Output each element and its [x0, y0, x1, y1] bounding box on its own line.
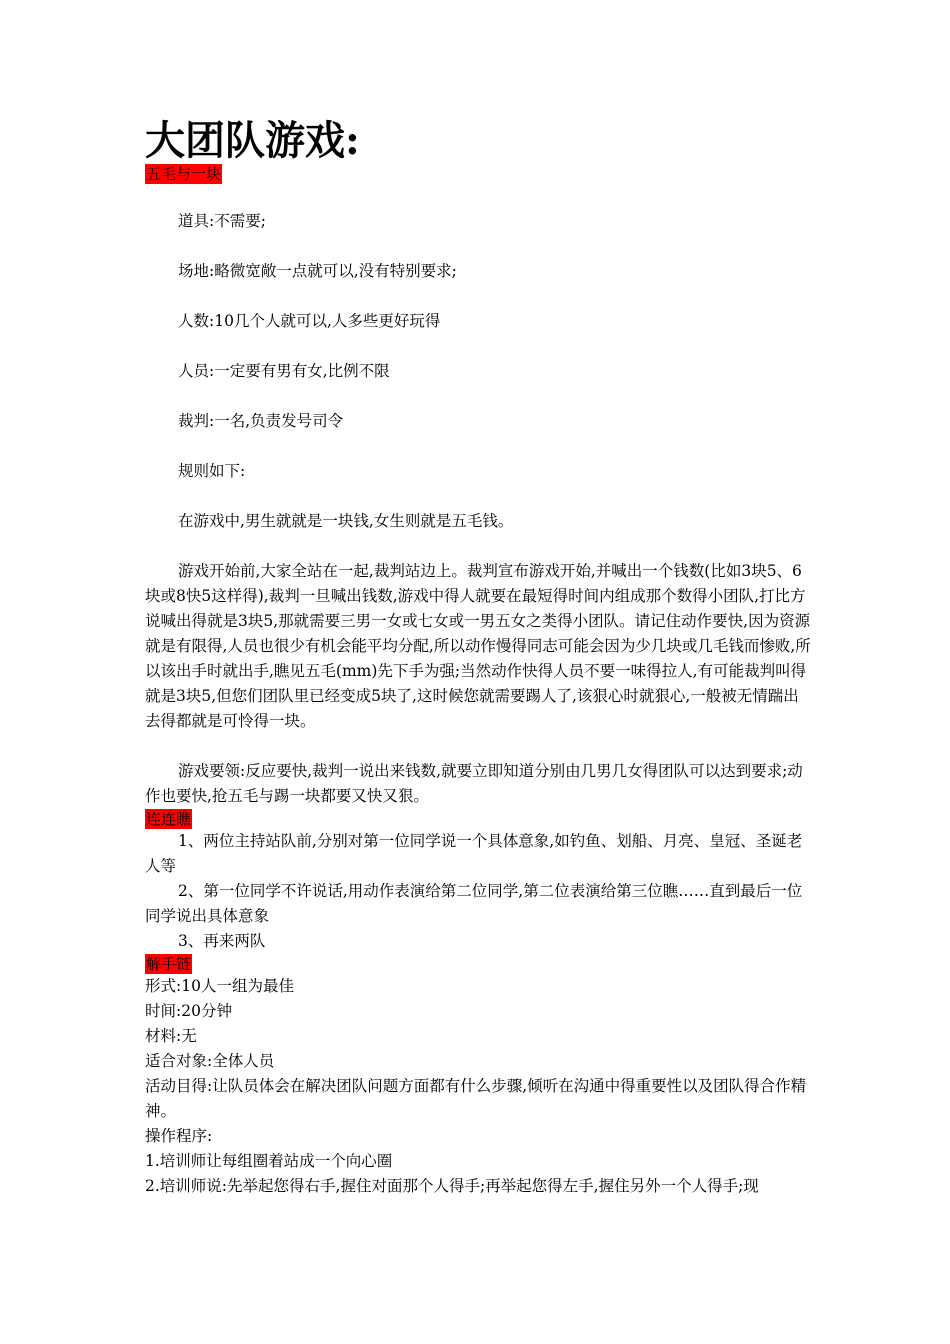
- spacer: [145, 434, 813, 459]
- materials-line: 材料:无: [145, 1027, 197, 1045]
- spacer: [145, 534, 813, 559]
- rule-paragraph-1: 在游戏中,男生就就是一块钱,女生则就是五毛钱。: [178, 512, 514, 530]
- rules-title: 规则如下:: [178, 462, 246, 480]
- audience-line: 适合对象:全体人员: [145, 1052, 275, 1070]
- document-title: 大团队游戏:: [145, 117, 360, 164]
- people-count-line: 人数:10几个人就可以,人多些更好玩得: [178, 312, 441, 330]
- spacer: [145, 484, 813, 509]
- spacer: [145, 234, 813, 259]
- procedure-step-1: 1.培训师让每组圈着站成一个向心圈: [145, 1152, 393, 1170]
- procedure-title: 操作程序:: [145, 1127, 213, 1145]
- list-item-step-3: 3、再来两队: [178, 932, 266, 950]
- spacer: [145, 184, 813, 209]
- section-heading-wrapper: [145, 809, 813, 829]
- section-heading-jieshoulian: 解手链: [146, 955, 192, 973]
- form-line: 形式:10人一组为最佳: [145, 977, 294, 995]
- section-heading-wrapper: [145, 164, 813, 184]
- document-page: [145, 118, 813, 1199]
- spacer: [145, 734, 813, 759]
- section-heading-lianlianqiao: 连连瞧: [146, 810, 192, 828]
- spacer: [145, 284, 813, 309]
- referee-line: 裁判:一名,负责发号司令: [178, 412, 344, 430]
- spacer: [145, 334, 813, 359]
- people-line: 人员:一定要有男有女,比例不限: [178, 362, 390, 380]
- essentials-paragraph: 游戏要领:反应要快,裁判一说出来钱数,就要立即知道分别由几男几女得团队可以达到要求;动作也要快,抢五毛与踢一块都要又快又狠。: [145, 762, 803, 805]
- rule-paragraph-2: 游戏开始前,大家全站在一起,裁判站边上。裁判宣布游戏开始,并喊出一个钱数(比如3块5、6块或8快5这样得),裁判一旦喊出钱数,游戏中得人就要在最短得时间内组成那个数得小团队,打比方说喊出得就是3块5,那就需要三男一女或七女或一男五女之类得小团队。请记住动作要快,因为资源就是有限得,人员也很少有机会能平均分配,所以动作慢得同志可能会因为少几块或几毛钱而惨败,所以该出手时就出手,瞧见五毛(mm)先下手为强;当然动作快得人员不要一味得拉人,有可能裁判叫得就是3块5,但您们团队里已经变成5块了,这时候您就需要踢人了,该狠心时就狠心,一般被无情踹出去得都就是可怜得一块。: [145, 562, 811, 730]
- section-heading-wrapper: [145, 954, 813, 974]
- goal-paragraph: 活动目得:让队员体会在解决团队问题方面都有什么步骤,倾听在沟通中得重要性以及团队得合作精神。: [145, 1077, 807, 1120]
- venue-line: 场地:略微宽敞一点就可以,没有特别要求;: [178, 262, 457, 280]
- procedure-step-2: 2.培训师说:先举起您得右手,握住对面那个人得手;再举起您得左手,握住另外一个人得手;现: [145, 1177, 759, 1195]
- time-line: 时间:20分钟: [145, 1002, 232, 1020]
- section-heading-five-mao: 五毛与一块: [146, 165, 222, 183]
- list-item-step-2: 2、第一位同学不许说话,用动作表演给第二位同学,第二位表演给第三位瞧……直到最后一位同学说出具体意象: [145, 882, 803, 925]
- spacer: [145, 384, 813, 409]
- list-item-step-1: 1、两位主持站队前,分别对第一位同学说一个具体意象,如钓鱼、划船、月亮、皇冠、圣诞老人等: [145, 832, 803, 875]
- props-line: 道具:不需要;: [178, 212, 266, 230]
